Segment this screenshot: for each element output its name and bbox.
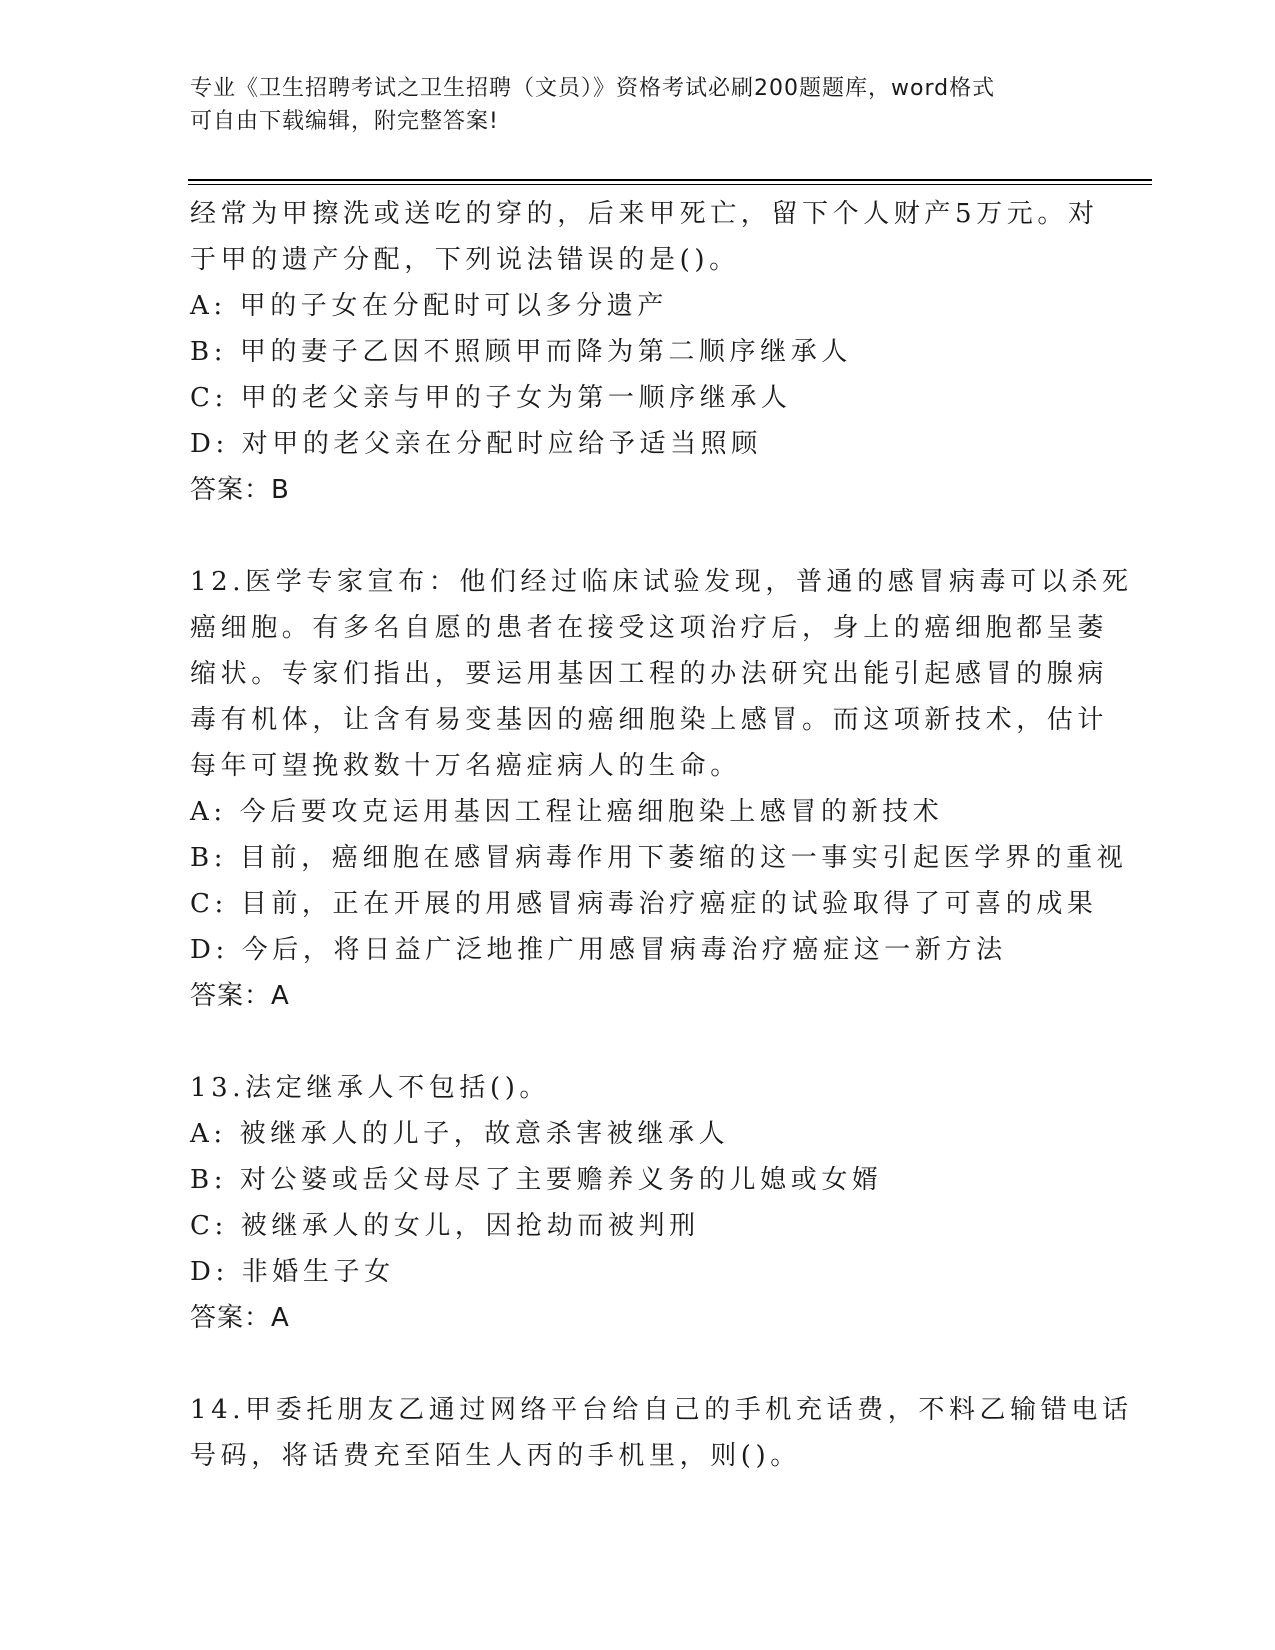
option-d: D: 对甲的老父亲在分配时应给予适当照顾 [190,429,762,459]
answer-line: 答案：A [190,981,290,1011]
header-rule [188,179,1152,181]
question-13 [190,1065,1090,1341]
option-b: B: 目前，癌细胞在感冒病毒作用下萎缩的这一事实引起医学界的重视 [190,843,1128,873]
spacer [190,1019,1090,1065]
question-11 [190,191,1099,513]
question-12 [190,559,1133,1019]
document-header [190,72,1090,138]
question-stem-line: 12.医学专家宣布：他们经过临床试验发现，普通的感冒病毒可以杀死 [190,567,1133,597]
header-line-1: 专业《卫生招聘考试之卫生招聘（文员）》资格考试必刷200题题库，word格式 [190,76,996,101]
question-stem-line: 经常为甲擦洗或送吃的穿的，后来甲死亡，留下个人财产5万元。对 [190,199,1099,229]
spacer [190,1341,1090,1387]
header-line-2: 可自由下载编辑，附完整答案! [190,109,499,134]
option-b: B: 对公婆或岳父母尽了主要赡养义务的儿媳或女婿 [190,1165,883,1195]
option-c: C: 甲的老父亲与甲的子女为第一顺序继承人 [190,383,792,413]
option-b: B: 甲的妻子乙因不照顾甲而降为第二顺序继承人 [190,337,852,367]
option-a: A: 甲的子女在分配时可以多分遗产 [190,291,669,321]
question-stem-line: 13.法定继承人不包括()。 [190,1073,551,1103]
option-d: D: 非婚生子女 [190,1257,395,1287]
answer-line: 答案：B [190,475,290,505]
question-stem-line: 缩状。专家们指出，要运用基因工程的办法研究出能引起感冒的腺病 [190,659,1109,689]
question-stem-line: 癌细胞。有多名自愿的患者在接受这项治疗后，身上的癌细胞都呈萎 [190,613,1109,643]
option-a: A: 被继承人的儿子，故意杀害被继承人 [190,1119,730,1149]
question-stem-line: 每年可望挽救数十万名癌症病人的生命。 [190,751,741,781]
question-stem-line: 于甲的遗产分配，下列说法错误的是()。 [190,245,740,275]
spacer [190,513,1090,559]
header-rule-thin [188,184,1152,185]
question-stem-line: 14.甲委托朋友乙通过网络平台给自己的手机充话费，不料乙输错电话 [190,1395,1133,1425]
option-d: D: 今后，将日益广泛地推广用感冒病毒治疗癌症这一新方法 [190,935,1007,965]
question-stem-line: 毒有机体，让含有易变基因的癌细胞染上感冒。而这项新技术，估计 [190,705,1109,735]
answer-line: 答案：A [190,1303,290,1333]
question-14 [190,1387,1133,1479]
question-stem-line: 号码，将话费充至陌生人丙的手机里，则()。 [190,1441,801,1471]
option-c: C: 目前，正在开展的用感冒病毒治疗癌症的试验取得了可喜的成果 [190,889,1098,919]
option-c: C: 被继承人的女儿，因抢劫而被判刑 [190,1211,700,1241]
document-body [190,191,1133,1479]
option-a: A: 今后要攻克运用基因工程让癌细胞染上感冒的新技术 [190,797,944,827]
